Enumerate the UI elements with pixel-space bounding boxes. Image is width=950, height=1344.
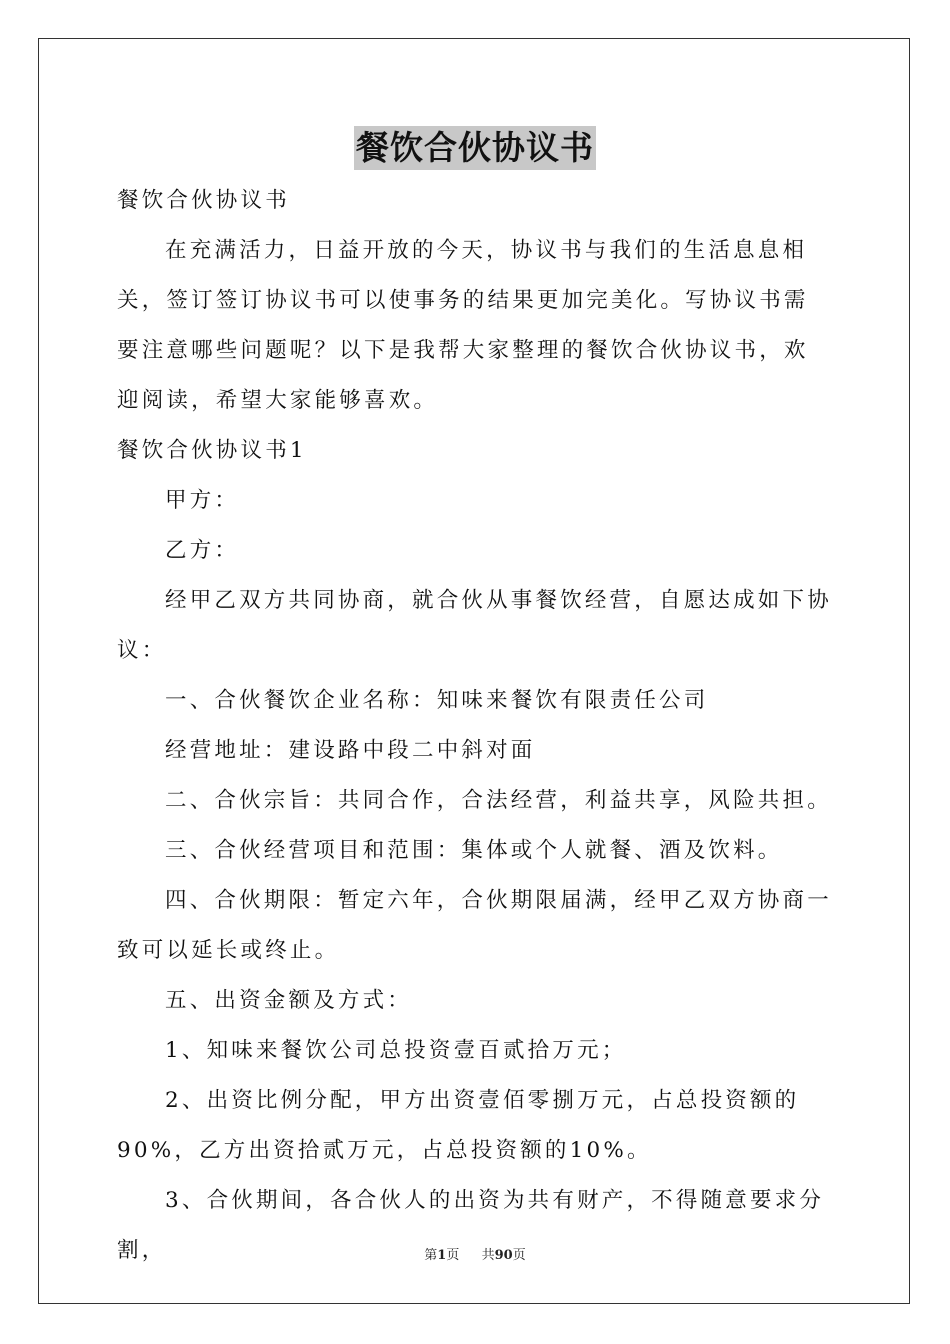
body-paragraph: 在充满活力，日益开放的今天，协议书与我们的生活息息相关，签订签订协议书可以使事务的结果更加完美化。写协议书需要注意哪些问题呢？以下是我帮大家整理的餐饮合伙协议书，欢迎阅读，希望大家能够喜欢。 — [117, 238, 809, 413]
page-number: 1 — [437, 1248, 447, 1263]
document-body — [117, 176, 833, 1276]
body-paragraph: 二、合伙宗旨：共同合作，合法经营，利益共享，风险共担。 — [165, 788, 832, 813]
body-paragraph: 餐饮合伙协议书1 — [117, 438, 307, 463]
body-paragraph: 五、出资金额及方式： — [165, 988, 413, 1013]
body-paragraph: 3、合伙期间，各合伙人的出资为共有财产，不得随意要求分割， — [117, 1188, 825, 1263]
body-paragraph: 餐饮合伙协议书 — [117, 188, 290, 213]
body-paragraph: 一、合伙餐饮企业名称：知味来餐饮有限责任公司 — [165, 688, 709, 713]
page-suffix: 页 — [446, 1248, 460, 1263]
page-footer — [0, 1244, 950, 1263]
body-paragraph: 乙方： — [165, 538, 240, 563]
page-prefix: 第 — [424, 1248, 438, 1263]
body-paragraph: 1、知味来餐饮公司总投资壹百贰拾万元； — [165, 1038, 627, 1063]
body-paragraph: 四、合伙期限：暂定六年，合伙期限届满，经甲乙双方协商一致可以延长或终止。 — [117, 888, 832, 963]
title-container — [0, 126, 950, 170]
body-paragraph: 甲方： — [165, 488, 240, 513]
page-indicator — [424, 1244, 459, 1263]
total-pages-indicator — [482, 1244, 526, 1263]
body-paragraph: 经营地址：建设路中段二中斜对面 — [165, 738, 536, 763]
body-paragraph: 2、出资比例分配，甲方出资壹佰零捌万元，占总投资额的90%，乙方出资拾贰万元，占总投资额的10%。 — [117, 1088, 800, 1163]
body-paragraph: 三、合伙经营项目和范围：集体或个人就餐、酒及饮料。 — [165, 838, 783, 863]
total-prefix: 共 — [481, 1248, 495, 1263]
total-suffix: 页 — [512, 1248, 526, 1263]
document-title: 餐饮合伙协议书 — [354, 126, 596, 170]
body-paragraph: 经甲乙双方共同协商，就合伙从事餐饮经营，自愿达成如下协议： — [117, 588, 832, 663]
total-pages: 90 — [494, 1248, 513, 1263]
